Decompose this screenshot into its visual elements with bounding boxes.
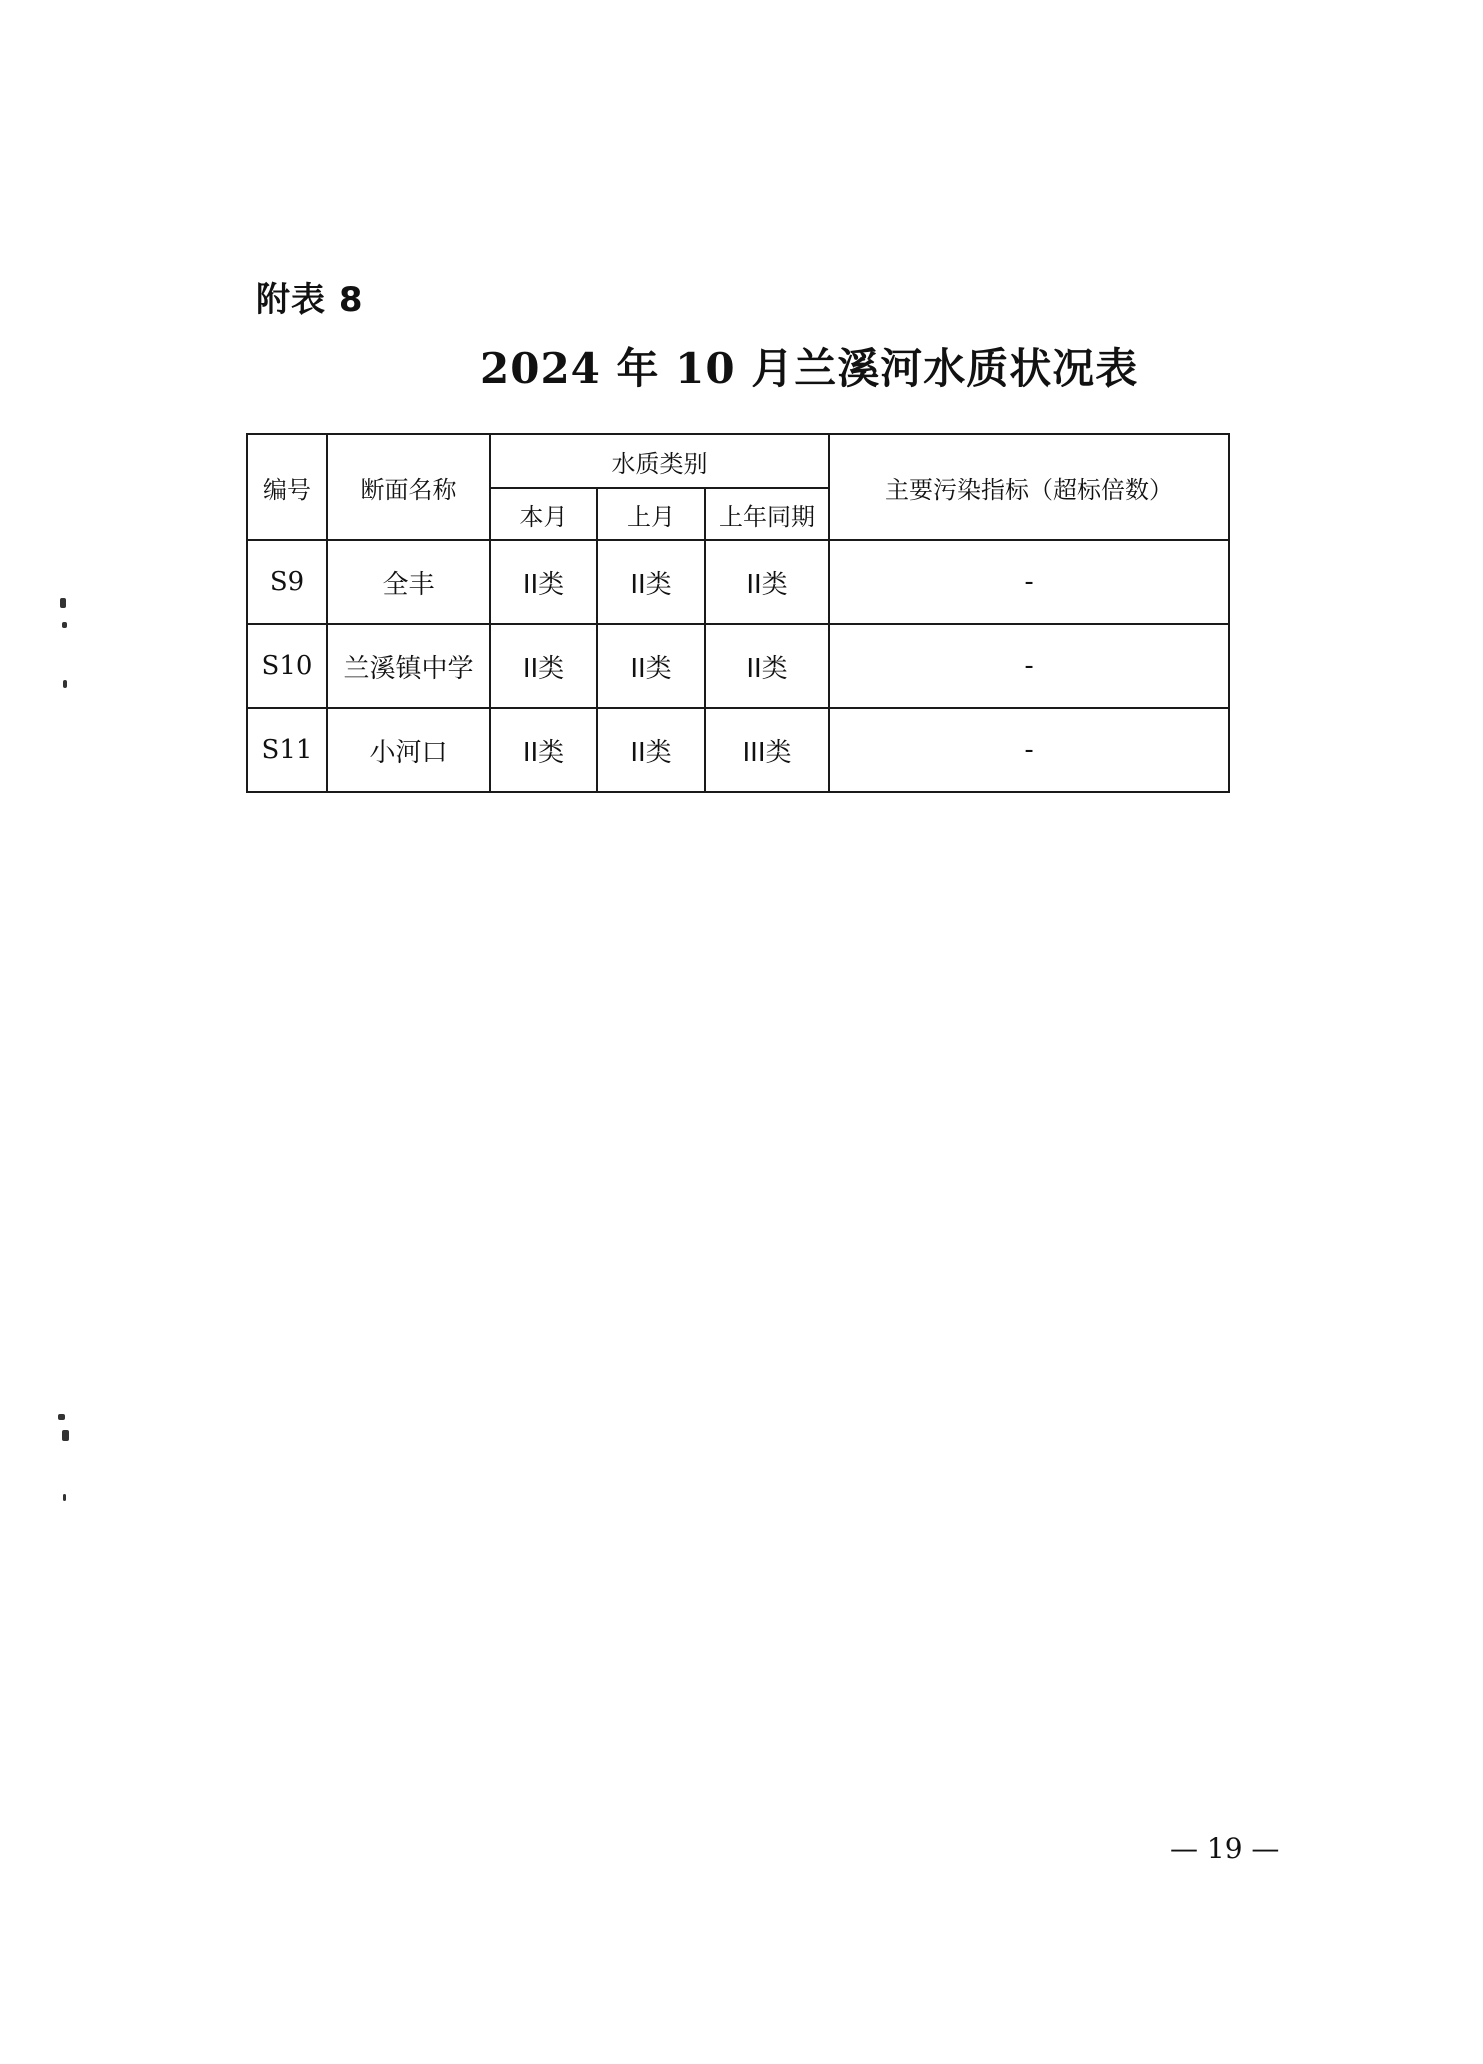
water-quality-table xyxy=(246,433,1230,793)
page-number: — 19 — xyxy=(1170,1832,1280,1865)
scan-speck xyxy=(58,1414,65,1420)
header-last-month: 上月 xyxy=(597,488,705,540)
header-main-pollutants: 主要污染指标（超标倍数） xyxy=(829,434,1229,540)
cell-this-month: II类 xyxy=(490,624,597,708)
scan-speck xyxy=(60,598,66,608)
scan-speck xyxy=(63,680,67,688)
scan-speck xyxy=(63,1494,66,1501)
cell-section-name: 兰溪镇中学 xyxy=(327,624,490,708)
cell-pollutants: - xyxy=(829,624,1229,708)
cell-this-month: II类 xyxy=(490,540,597,624)
cell-last-year: II类 xyxy=(705,540,829,624)
header-section-name: 断面名称 xyxy=(327,434,490,540)
cell-code: S11 xyxy=(247,708,327,792)
table-row xyxy=(247,540,1229,624)
cell-last-year: III类 xyxy=(705,708,829,792)
header-same-period-last-year: 上年同期 xyxy=(705,488,829,540)
table-row xyxy=(247,708,1229,792)
cell-code: S10 xyxy=(247,624,327,708)
scan-speck xyxy=(62,622,67,628)
cell-pollutants: - xyxy=(829,540,1229,624)
table-header-row xyxy=(247,434,1229,488)
cell-pollutants: - xyxy=(829,708,1229,792)
appendix-label: 附表 8 xyxy=(256,280,364,320)
header-this-month: 本月 xyxy=(490,488,597,540)
header-water-quality-class: 水质类别 xyxy=(490,434,829,488)
page-title: 2024 年 10 月兰溪河水质状况表 xyxy=(480,344,1139,393)
cell-last-month: II类 xyxy=(597,624,705,708)
header-code: 编号 xyxy=(247,434,327,540)
cell-section-name: 全丰 xyxy=(327,540,490,624)
cell-this-month: II类 xyxy=(490,708,597,792)
cell-code: S9 xyxy=(247,540,327,624)
cell-last-month: II类 xyxy=(597,540,705,624)
table-row xyxy=(247,624,1229,708)
cell-last-year: II类 xyxy=(705,624,829,708)
cell-section-name: 小河口 xyxy=(327,708,490,792)
cell-last-month: II类 xyxy=(597,708,705,792)
scan-speck xyxy=(62,1430,69,1441)
